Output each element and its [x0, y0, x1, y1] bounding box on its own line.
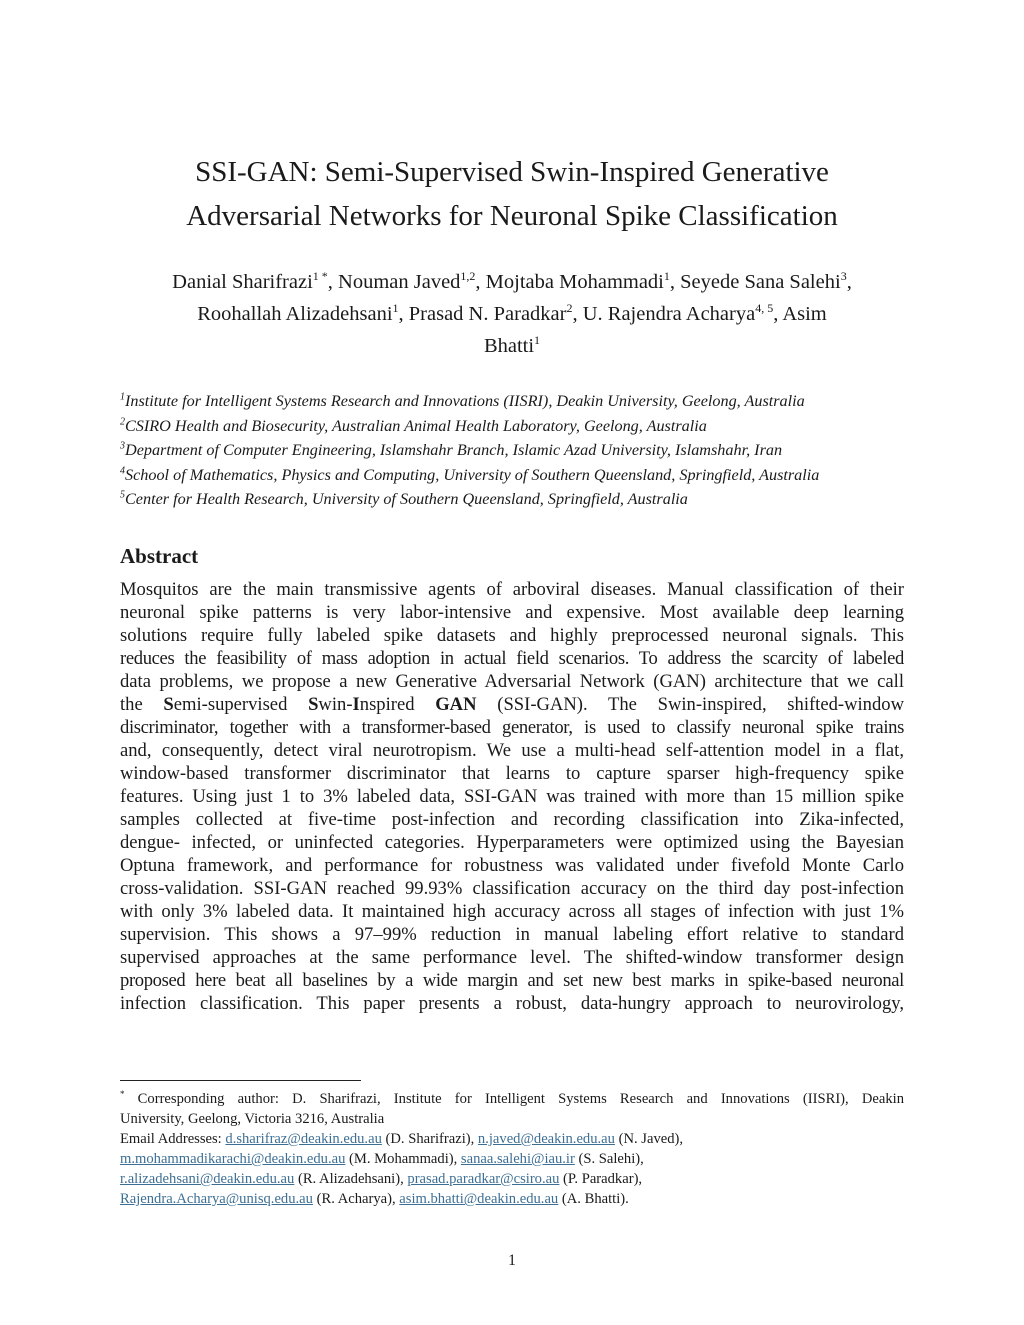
author-affil-mark: 1 *: [312, 269, 328, 284]
author-name: Roohallah Alizadehsani: [197, 303, 393, 325]
abstract-line: supervision. This shows a 97–99% reduction in manual labeling effort relative to standard: [120, 924, 904, 945]
abstract-line: with only 3% labeled data. It maintained high accuracy across all stages of infection with just 1%: [120, 901, 904, 922]
footnote-email-line: [120, 1129, 904, 1149]
author-affil-mark: 4, 5: [755, 301, 774, 316]
email-link[interactable]: m.mohammadikarachi@deakin.edu.au: [120, 1151, 346, 1167]
author-affil-mark: 1: [663, 269, 670, 284]
email-owner: (P. Paradkar),: [559, 1171, 643, 1187]
footnote-marker: *: [120, 1089, 125, 1100]
footnote: [120, 1089, 904, 1209]
email-owner: (R. Alizadehsani),: [294, 1171, 408, 1187]
author-name: Mojtaba Mohammadi: [485, 271, 664, 293]
abstract-line: infection classification. This paper presents a robust, data-hungry approach to neurovirology,: [120, 993, 904, 1014]
affiliation-number: 5: [120, 489, 125, 501]
affiliation-list: [120, 389, 920, 512]
footnote-line: [120, 1089, 904, 1109]
abstract-line: features. Using just 1 to 3% labeled data, SSI-GAN was trained with more than 15 million spike: [120, 786, 904, 807]
email-owner: (S. Salehi),: [574, 1151, 644, 1167]
email-link[interactable]: n.javed@deakin.edu.au: [477, 1131, 615, 1147]
abstract-line: Optuna framework, and performance for robustness was validated under fivefold Monte Carlo: [120, 855, 904, 876]
abstract-line: dengue- infected, or uninfected categories. Hyperparameters were optimized using the Bayesian: [120, 832, 904, 853]
abstract-line-acronym: [120, 693, 904, 716]
email-owner: (R. Acharya),: [312, 1191, 400, 1207]
author-name: Danial Sharifrazi: [172, 271, 313, 293]
author-affil-mark: 2: [566, 301, 573, 316]
email-owner: (N. Javed),: [614, 1131, 684, 1147]
title-line: Adversarial Networks for Neuronal Spike Classification: [186, 200, 838, 232]
abstract-line: cross-validation. SSI-GAN reached 99.93% classification accuracy on the third day post-infection: [120, 878, 904, 899]
affiliation-number: 3: [120, 440, 125, 452]
abstract-body: [120, 578, 904, 1015]
author-affil-mark: 1: [534, 333, 541, 348]
affiliation-text: Institute for Intelligent Systems Research and Innovations (IISRI), Deakin University, Geelong, Australia: [125, 392, 805, 410]
footnote-email-line: [120, 1149, 904, 1169]
abstract-heading: Abstract: [120, 544, 199, 568]
abstract-text: the: [120, 694, 164, 715]
author-list: [100, 266, 924, 362]
affiliation: [120, 463, 920, 488]
email-link[interactable]: asim.bhatti@deakin.edu.au: [399, 1191, 559, 1207]
author-name: Bhatti: [483, 335, 535, 357]
author-line: [100, 330, 924, 362]
email-link[interactable]: sanaa.salehi@iau.ir: [460, 1151, 575, 1167]
abstract-text: emi-supervised: [173, 694, 309, 715]
author-line: Danial Sharifrazi$^{1 *}$, Nouman Javed$^{1,2}$, Mojtaba Mohammadi$^1$, Seyede Sana Salehi$^3$,: [172, 269, 852, 293]
author-affil-mark: 1,2: [460, 269, 476, 284]
footnote-email-line: [120, 1169, 904, 1189]
author-affil-mark: 1: [392, 301, 399, 316]
email-link[interactable]: Rajendra.Acharya@unisq.edu.au: [120, 1191, 313, 1207]
email-link[interactable]: d.sharifraz@deakin.edu.au: [225, 1131, 382, 1147]
email-link[interactable]: prasad.paradkar@csiro.au: [407, 1171, 560, 1187]
affiliation-number: 4: [120, 465, 125, 477]
acronym-letter: S: [308, 694, 319, 715]
abstract-line: window-based transformer discriminator that learns to capture sparser high-frequency spike: [120, 763, 904, 784]
author-name: Prasad N. Paradkar: [408, 303, 567, 325]
abstract-line: Mosquitos are the main transmissive agents of arboviral diseases. Manual classification of their: [120, 579, 904, 600]
abstract-text: nspired: [359, 694, 436, 715]
affiliation-text: School of Mathematics, Physics and Computing, University of Southern Queensland, Springfield, Australia: [125, 465, 820, 484]
email-owner: (D. Sharifrazi),: [381, 1131, 478, 1147]
affiliation: [120, 389, 920, 414]
affiliation-number: 2: [120, 416, 125, 428]
affiliation: [120, 414, 920, 439]
email-link[interactable]: r.alizadehsani@deakin.edu.au: [120, 1171, 295, 1187]
email-label: Email Addresses:: [120, 1131, 226, 1147]
acronym-letter: S: [163, 694, 174, 715]
abstract-line: proposed here beat all baselines by a wide margin and set new best marks in spike-based neuronal: [120, 970, 904, 991]
footnote-email-line: [120, 1189, 904, 1209]
abstract-line: and, consequently, detect viral neurotropism. We use a multi-head self-attention model in a flat,: [120, 740, 904, 761]
acronym-letter: GAN: [435, 694, 477, 715]
footnote-text: Corresponding author: D. Sharifrazi, Institute for Intelligent Systems Research and Innovations (IISRI), Deakin: [137, 1091, 904, 1107]
affiliation: [120, 438, 920, 463]
author-name: Nouman Javed: [338, 271, 461, 293]
affiliation-text: Department of Computer Engineering, Islamshahr Branch, Islamic Azad University, Islamshahr, Iran: [125, 441, 783, 459]
paper-title: [60, 150, 964, 238]
author-line: Roohallah Alizadehsani$^1$, Prasad N. Paradkar$^2$, U. Rajendra Acharya$^{4, 5}$, Asim: [197, 301, 827, 325]
footnote-divider: [120, 1080, 361, 1081]
title-line: SSI-GAN: Semi-Supervised Swin-Inspired Generative: [195, 156, 829, 188]
footnote-line: University, Geelong, Victoria 3216, Australia: [120, 1111, 385, 1127]
abstract-text: win-: [318, 694, 353, 715]
abstract-line: solutions require fully labeled spike datasets and highly preprocessed neuronal signals. This: [120, 625, 904, 646]
email-owner: (A. Bhatti).: [558, 1191, 629, 1207]
abstract-line: neuronal spike patterns is very labor-intensive and expensive. Most available deep learning: [120, 602, 904, 623]
acronym-letter: I: [352, 694, 360, 715]
author-name: Asim: [782, 303, 827, 325]
abstract-line: data problems, we propose a new Generative Adversarial Network (GAN) architecture that we call: [120, 671, 904, 692]
affiliation-number: 1: [120, 391, 125, 403]
affiliation-text: CSIRO Health and Biosecurity, Australian Animal Health Laboratory, Geelong, Australia: [125, 416, 707, 435]
abstract-line: reduces the feasibility of mass adoption in actual field scenarios. To address the scarcity of labeled: [120, 648, 904, 669]
affiliation: [120, 487, 920, 512]
page-number: 1: [508, 1252, 516, 1269]
author-name: U. Rajendra Acharya: [582, 303, 756, 325]
abstract-text: (SSI-GAN). The Swin-inspired, shifted-window: [476, 694, 905, 715]
author-name: Seyede Sana Salehi: [680, 271, 841, 293]
author-affil-mark: 3: [840, 269, 847, 284]
abstract-line: samples collected at five-time post-infection and recording classification into Zika-infected,: [120, 809, 904, 830]
email-owner: (M. Mohammadi),: [345, 1151, 461, 1167]
abstract-line: supervised approaches at the same performance level. The shifted-window transformer design: [120, 947, 904, 968]
affiliation-text: Center for Health Research, University of Southern Queensland, Springfield, Australia: [125, 490, 688, 508]
abstract-line: discriminator, together with a transformer-based generator, is used to classify neuronal spike trains: [120, 717, 904, 738]
